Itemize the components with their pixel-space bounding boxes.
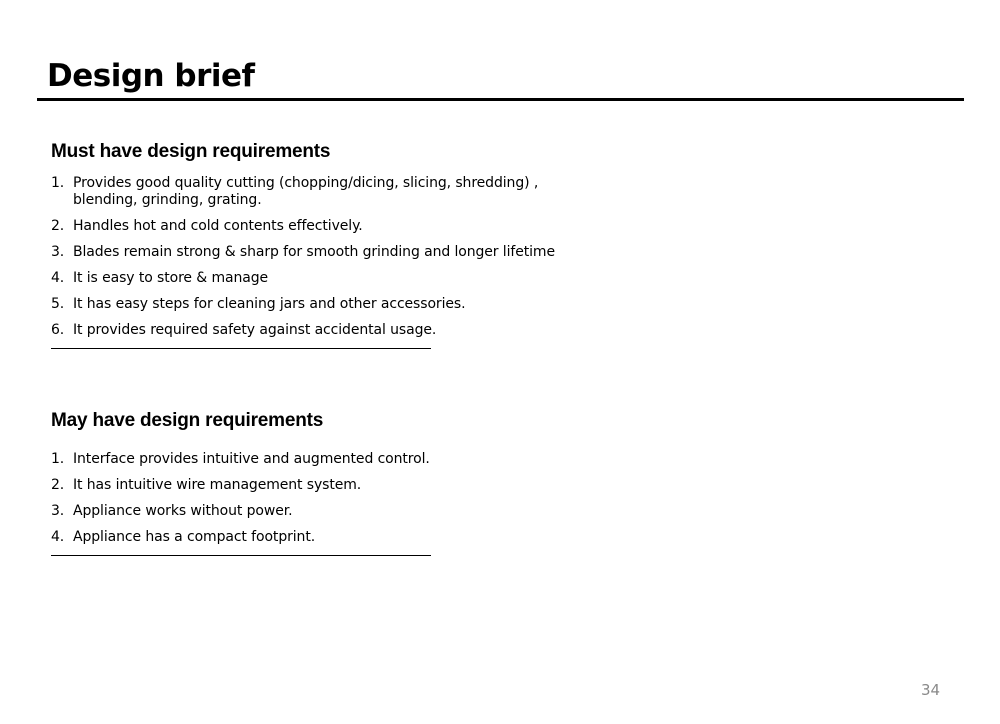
list-item (51, 451, 571, 468)
item-number: 1. (51, 175, 65, 191)
item-text: Interface provides intuitive and augmented control. (73, 451, 430, 467)
must-have-heading: Must have design requirements (51, 141, 331, 162)
item-text: It has intuitive wire management system. (73, 477, 362, 493)
list-item (51, 270, 571, 287)
item-number: 1. (51, 451, 65, 467)
item-text: Provides good quality cutting (chopping/dicing, slicing, shredding) , blending, grinding, grating. (73, 175, 539, 208)
item-number: 4. (51, 270, 65, 286)
list-item (51, 244, 571, 261)
item-text: It provides required safety against accidental usage. (73, 322, 437, 338)
list-item (51, 477, 571, 494)
item-text: Appliance has a compact footprint. (73, 529, 316, 545)
list-item (51, 322, 571, 339)
list-item (51, 529, 571, 546)
item-text: Blades remain strong & sharp for smooth grinding and longer lifetime (73, 244, 555, 260)
item-number: 6. (51, 322, 65, 338)
page-title: Design brief (47, 58, 255, 94)
may-have-heading: May have design requirements (51, 410, 324, 431)
list-item (51, 296, 571, 313)
must-have-divider (51, 348, 431, 349)
item-number: 2. (51, 477, 65, 493)
item-number: 5. (51, 296, 65, 312)
title-divider (37, 98, 964, 101)
list-item (51, 175, 571, 209)
item-number: 4. (51, 529, 65, 545)
may-have-section (51, 409, 571, 556)
item-text: Appliance works without power. (73, 503, 293, 519)
list-item (51, 218, 571, 235)
must-have-section (51, 140, 571, 349)
may-have-list (51, 451, 571, 546)
must-have-list (51, 175, 571, 339)
may-have-divider (51, 555, 431, 556)
item-number: 3. (51, 244, 65, 260)
item-text: It has easy steps for cleaning jars and other accessories. (73, 296, 466, 312)
page-number: 34 (921, 681, 941, 699)
item-number: 2. (51, 218, 65, 234)
item-text: It is easy to store & manage (73, 270, 269, 286)
item-text: Handles hot and cold contents effectively. (73, 218, 363, 234)
item-number: 3. (51, 503, 65, 519)
list-item (51, 503, 571, 520)
